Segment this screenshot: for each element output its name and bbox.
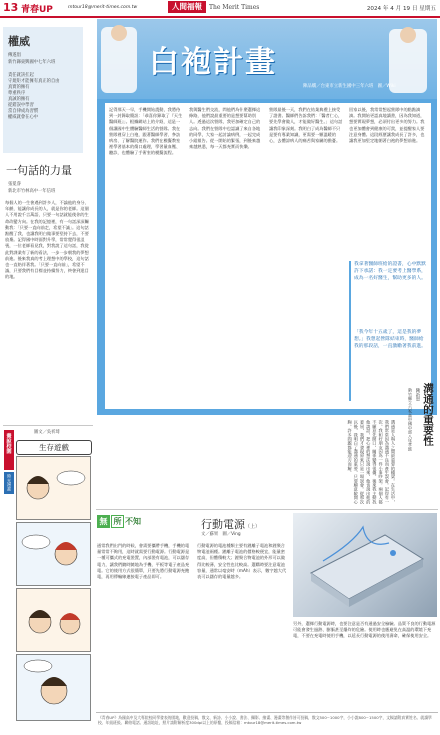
comic-title-box: [16, 440, 92, 455]
footer-text: 《青春UP》為國高中及大專院校同學發表的園地，歡迎投稿，散文、新詩、小小說、書法、攝影、繪畫、漫畫等創作皆可投稿，散文500~1000字，小小說800~1500字，文稿請附真實姓名、就讀學校、年級班級、聯絡電話、通訊地址，照片請附解析度300dpi以上的原檔，投稿信箱：mtour18@merit-times.com.tw: [98, 715, 432, 726]
comic-strip-art: [16, 456, 91, 722]
footer-note: [96, 712, 438, 733]
feature-col-3: 營隊最後一天，我們在結業典禮上接受了證書。醫師們告訴我們：「醫者仁心，要先學會做人，才能做好醫生。」這句話讓我印象深刻。我明白了成為醫師不只是要有專業知識，更需要一顆溫暖的心，去體諒病人的痛苦與家屬的擔憂。: [269, 107, 343, 144]
feature-pull-quote: [349, 261, 427, 401]
badge-char-2: 所: [111, 515, 124, 528]
comic-tag-label: 時光漫畫: [7, 474, 12, 491]
powerbank-art: [293, 513, 437, 617]
feature-text-area: [105, 103, 431, 409]
quote-line: 守規矩才能擁有真正的自由: [8, 79, 60, 84]
divider: [96, 509, 438, 510]
science-byline: 文／蘇果 圖／Ving: [201, 532, 241, 537]
quote-line: 當自律成為習慣: [8, 109, 39, 114]
quote-line: 尊重秩序: [8, 91, 26, 96]
badge-char-1: 無: [97, 515, 110, 528]
science-badge: [97, 514, 151, 530]
essay-author-note: 新北市竹林高中一年信班: [8, 189, 56, 194]
comic-strip: [16, 456, 91, 722]
essay-body: 每個人的一生會遇到許多人，不論他的身分、年齡，能讓你成長的人，就是你的老師。這個人不用說千言萬語，只要一句話就能使你的生命改變方向。在我的記憶裡，有一句話深深觸動我：「只要一直向前走，希望不滅」。這句話點醒了我，也讓我明白做事要堅持下去，不要放棄。記得國中時面對升學，常常覺得很沮喪，一位老師看見我，對我說了這句話，我從此對課業有了新的看法，一步一步朝我的夢想前進。後來我真的考上理想中的學校，這句話也一直陪伴著我。「只要一直向前」，希望不滅，只要我們有目標並持續努力，終會到達目的地。: [5, 200, 89, 280]
masthead-cn: 人間福報: [172, 2, 202, 11]
essay2-title: 溝通的重要性: [422, 383, 434, 446]
page-header: [0, 0, 440, 18]
page-number: 13: [3, 1, 19, 14]
pull-quote-2: 「我今年十五歲了，這是我的夢想。」我想起營隊結束時，醫師給我的那段話，一直激勵著我前進。: [354, 330, 426, 349]
quote-lines: [8, 73, 80, 121]
quote-line: 責任就該扛起: [8, 73, 34, 78]
feature-byline: 陳品嫻／台東市立新生國中三年六班 圖／Wiki: [303, 84, 396, 89]
quote-line: 真實的擁有: [8, 85, 30, 90]
comic-badge-label: 畫說校園: [5, 433, 12, 454]
quote-line: 從錯誤中學習: [8, 103, 34, 108]
feature-col-4: 回家以後，我常常想起營隊中的點點滴滴。我開始更認真地讀書，因為我知道，想要實現夢想，必須付出更多的努力。我也更加體會到健康的可貴，並提醒家人要注意身體。這段經歷讓我成長了許多，也讓我更加堅定地朝著白袍的夢想前進。: [349, 107, 425, 144]
quote-title: 權威: [8, 35, 30, 48]
comic-title: 生存遊戲: [39, 443, 69, 452]
comic-author: 圖文／吳祈琦: [34, 430, 60, 435]
science-col-2: 行動電源的電池種類主要有鋰離子電池和鋰聚合物電池兩種。鋰離子電池的價格較便宜，能量密度高，但體積較大；鋰聚合物電池的外形可以做得比較薄，安全性也比較高。選購時要注意電池容量，通常以毫安時（mAh）表示，數字越大代表可以儲存的電量越多。: [197, 543, 287, 580]
essay2-body: 溝通是人與人之間最重要的橋梁。在生活中，我們常常因為溝通不良而產生誤會。記得有一次，我和好朋友因為一件小事吵架，兩個人都不願意先開口，關係變得很僵。後來我主動找他談話，把心裡的想法說出來，他也說出他的委屈，我們才發現原來只是一場誤會。從那次以後，我明白了溝通的重要，只要願意敞開心胸，許多問題都能迎刃而解。: [347, 420, 396, 504]
essay2-author-note: 新竹縣立六家高中國中部八年孝班: [408, 388, 413, 451]
essay-title: 一句話的力量: [6, 164, 72, 177]
pull-quote-1: 我拿著醫師班給的證書，心中默默許下承諾：我一定要考上醫學系，成為一名好醫生，幫助更多的人。: [354, 262, 426, 281]
quote-line: 真誠的擁有: [8, 97, 30, 102]
comic-tag: [4, 472, 14, 494]
science-col-3: 另外，選擇行動電源時，也要注意是否有通過安全檢驗。品質不良的行動電源可能會發生過熱、膨脹甚至爆炸的危險。使用時也應避免在高溫的環境下充電，不要在充電時使用手機，以延長行動電源的使用壽命，確保使用安全。: [293, 621, 436, 639]
science-title: [201, 513, 260, 532]
quote-line: 權威就會在心中: [8, 115, 39, 120]
quote-box: [3, 27, 83, 153]
science-section: [97, 513, 437, 709]
essay2-author: 陳祈恩: [415, 388, 420, 402]
header-date: 2024 年 4 月 19 日 星期五: [366, 6, 436, 12]
badge-char-3: 不知: [125, 517, 141, 526]
quote-author: 傳遂倡: [8, 53, 21, 58]
science-col-1: 通常我們出門的時候，會需要攜帶手機，手機的電量常常不夠用，這時就需要行動電源。行動電源是一種可攜式的充電裝置，內部裝有電池，可以儲存電力，讓我們隨時隨地為手機、平板等電子產品充電。它的使用方式很簡單，只要先將行動電源充飽電，再用傳輸線連接電子產品即可。: [97, 543, 190, 580]
science-title-text: 行動電源: [201, 518, 245, 531]
feature-title: 白袍計畫: [149, 45, 277, 80]
feature-panel: [97, 19, 437, 415]
science-title-part: （上）: [245, 524, 261, 530]
feature-col-1: 記得那天一早，手機開始震動，我將待到一封錄取簡訊：「恭喜你錄取了『天生醫師班』」。根據網站上的介紹，這是一個讓國中生體驗醫師生活的營隊。我在營隊裡穿上白袍，跟著醫師學習、參訪病房、了解醫院運作。我們在模擬教室裡學習基本的傷口處理，學習量血壓、聽診，也體驗了手術室的模擬流程。: [109, 107, 183, 156]
powerbank-image: [293, 513, 437, 617]
masthead-en: The Merit Times: [209, 4, 260, 11]
divider: [3, 425, 93, 426]
section-title: 青春UP: [21, 5, 53, 15]
essay-author: 張冕睿: [8, 182, 21, 187]
comic-badge: [4, 430, 14, 470]
feature-col-2: 我與醫生們交流，問他們為什麼選擇這條路，他們說最重要的是想要幫助別人。透過這次營隊，我更加確定自己的志向。我們在營隊中也認識了來自各地的同學，大家一起討論病例，一起完成小組報告。從一開始的緊張，到後來越來越熟悉，每一天都充實而快樂。: [189, 107, 261, 150]
header-email: mtour18@merit-times.com.tw: [68, 5, 138, 10]
masthead-logo: [168, 1, 206, 13]
quote-author-note: 新竹縣東興國中七年六班: [8, 60, 56, 65]
